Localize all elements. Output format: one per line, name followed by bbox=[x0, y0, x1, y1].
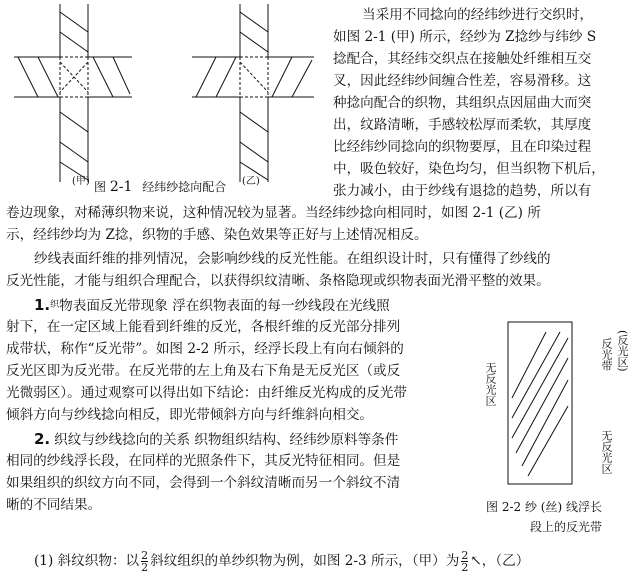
text-line: 当采用不同捻向的经纬纱进行交织时， bbox=[362, 7, 594, 23]
section-1-title: 物表面反光带现象 浮在织物表面的每一纱线段在光线照 bbox=[59, 298, 390, 314]
section-1-first-char: 织 bbox=[50, 300, 60, 310]
section-2-title: 织纹与纱线捻向的关系 织物组织结构、经纬纱原料等条件 bbox=[54, 432, 399, 448]
section-2-heading bbox=[34, 428, 398, 451]
text-line: 示，经纬纱均为 Z捻，织物的手感、染色效果等正好与上述情况相反。 bbox=[6, 227, 428, 243]
section-1-number: 1. bbox=[34, 296, 51, 314]
fraction-2-numerator: 2 bbox=[461, 549, 469, 562]
twill-example-line bbox=[34, 548, 529, 574]
figure-2-1-caption bbox=[94, 178, 226, 195]
text-line: 张力减小，由于纱线有退捻的趋势，所以有 bbox=[333, 183, 592, 199]
text-line: 中，吸色较好，染色均匀，但当织物下机后， bbox=[333, 161, 605, 177]
text-line: 晰的不同结果。 bbox=[6, 497, 102, 513]
text-line: 比经纬纱同捻向的织物要厚，且在印染过程 bbox=[333, 139, 592, 155]
text-line: 相同的纱线浮长段，在同样的光照条件下，其反光特征相同。但是 bbox=[6, 453, 401, 469]
figure-2-2 bbox=[504, 318, 578, 488]
text-line: 光微弱区）。通过观察可以得出如下结论：由纤维反光构成的反光带 bbox=[6, 385, 408, 401]
twill-line-part-1: (1) 斜纹织物：以 bbox=[34, 553, 140, 569]
text-line: 叉，因此经纬纱间缠合性差，容易滑移。这 bbox=[333, 73, 592, 89]
twill-line-part-3: ↖，（乙） bbox=[470, 553, 530, 569]
twill-line-part-2: 斜纹组织的单纱织物为例，如图 2-3 所示，（甲）为 bbox=[150, 553, 460, 569]
figure-2-1 bbox=[8, 2, 318, 194]
text-line: 出，纹路清晰，手感较松厚而柔软，其厚度 bbox=[333, 117, 592, 133]
text-line: 卷边现象，对稀薄织物来说，这种情况较为显著。当经纬纱捻向相同时，如图 2-1 (乙) 所 bbox=[6, 205, 541, 221]
fraction-1-numerator: 2 bbox=[141, 549, 149, 562]
figure-2-1-label-left: (甲) bbox=[72, 176, 90, 187]
figure-2-2-label-top-right-paren: (反光区) bbox=[616, 330, 629, 372]
figure-2-1-label-right: (乙) bbox=[242, 176, 260, 187]
section-2-number: 2. bbox=[34, 430, 51, 448]
text-line: 反光性能，才能与组织合理配合，以获得织纹清晰、条格隐现或织物表面光滑平整的效果。 bbox=[6, 273, 550, 289]
section-1-heading bbox=[34, 294, 390, 317]
text-line: 纱线表面纤维的排列情况，会影响纱线的反光性能。在组织设计时，只有懂得了纱线的 bbox=[34, 251, 551, 267]
text-line: 成带状，称作“反光带”。如图 2-2 所示，经浮长段上有向右倾斜的 bbox=[6, 341, 404, 357]
text-line: 如果组织的织纹方向不同，会得到一个斜纹清晰而另一个斜纹不清 bbox=[6, 475, 401, 491]
fraction-2 bbox=[461, 550, 468, 573]
figure-2-1-caption-prefix: 图 bbox=[94, 180, 107, 194]
figure-2-2-caption-line1: 图 2-2 纱 (丝) 线浮长 bbox=[486, 500, 602, 514]
text-line: 种捻向配合的织物，其组织点因屈曲大而突 bbox=[333, 95, 592, 111]
fraction-1 bbox=[141, 550, 148, 573]
fraction-1-denominator: 2 bbox=[141, 561, 149, 574]
text-line: 射下，在一定区域上能看到纤维的反光，各根纤维的反光部分排列 bbox=[6, 319, 401, 335]
figure-2-2-caption-line2: 段上的反光带 bbox=[530, 520, 603, 534]
text-line: 倾斜方向与纱线捻向相反，即光带倾斜方向与纤维斜向相交。 bbox=[6, 407, 374, 423]
figure-2-1-caption-text: 经纬纱捻向配合 bbox=[142, 180, 227, 194]
text-line: 反光区即为反光带。在反光带的左上角及右下角是无反光区（或反 bbox=[6, 363, 401, 379]
figure-2-2-label-left: 无反光区 bbox=[484, 362, 497, 406]
text-line: 如图 2-1 (甲) 所示，经纱为 Z捻纱与纬纱 S bbox=[333, 29, 597, 45]
text-line: 捻配合，其经纬交织点在接触处纤维相互交 bbox=[333, 51, 592, 67]
figure-2-2-label-top-right: 反光带 bbox=[600, 338, 613, 371]
figure-2-1-caption-number: 2-1 bbox=[109, 179, 133, 195]
figure-2-2-label-bottom-right: 无反光区 bbox=[600, 430, 613, 474]
fraction-2-denominator: 2 bbox=[461, 561, 469, 574]
